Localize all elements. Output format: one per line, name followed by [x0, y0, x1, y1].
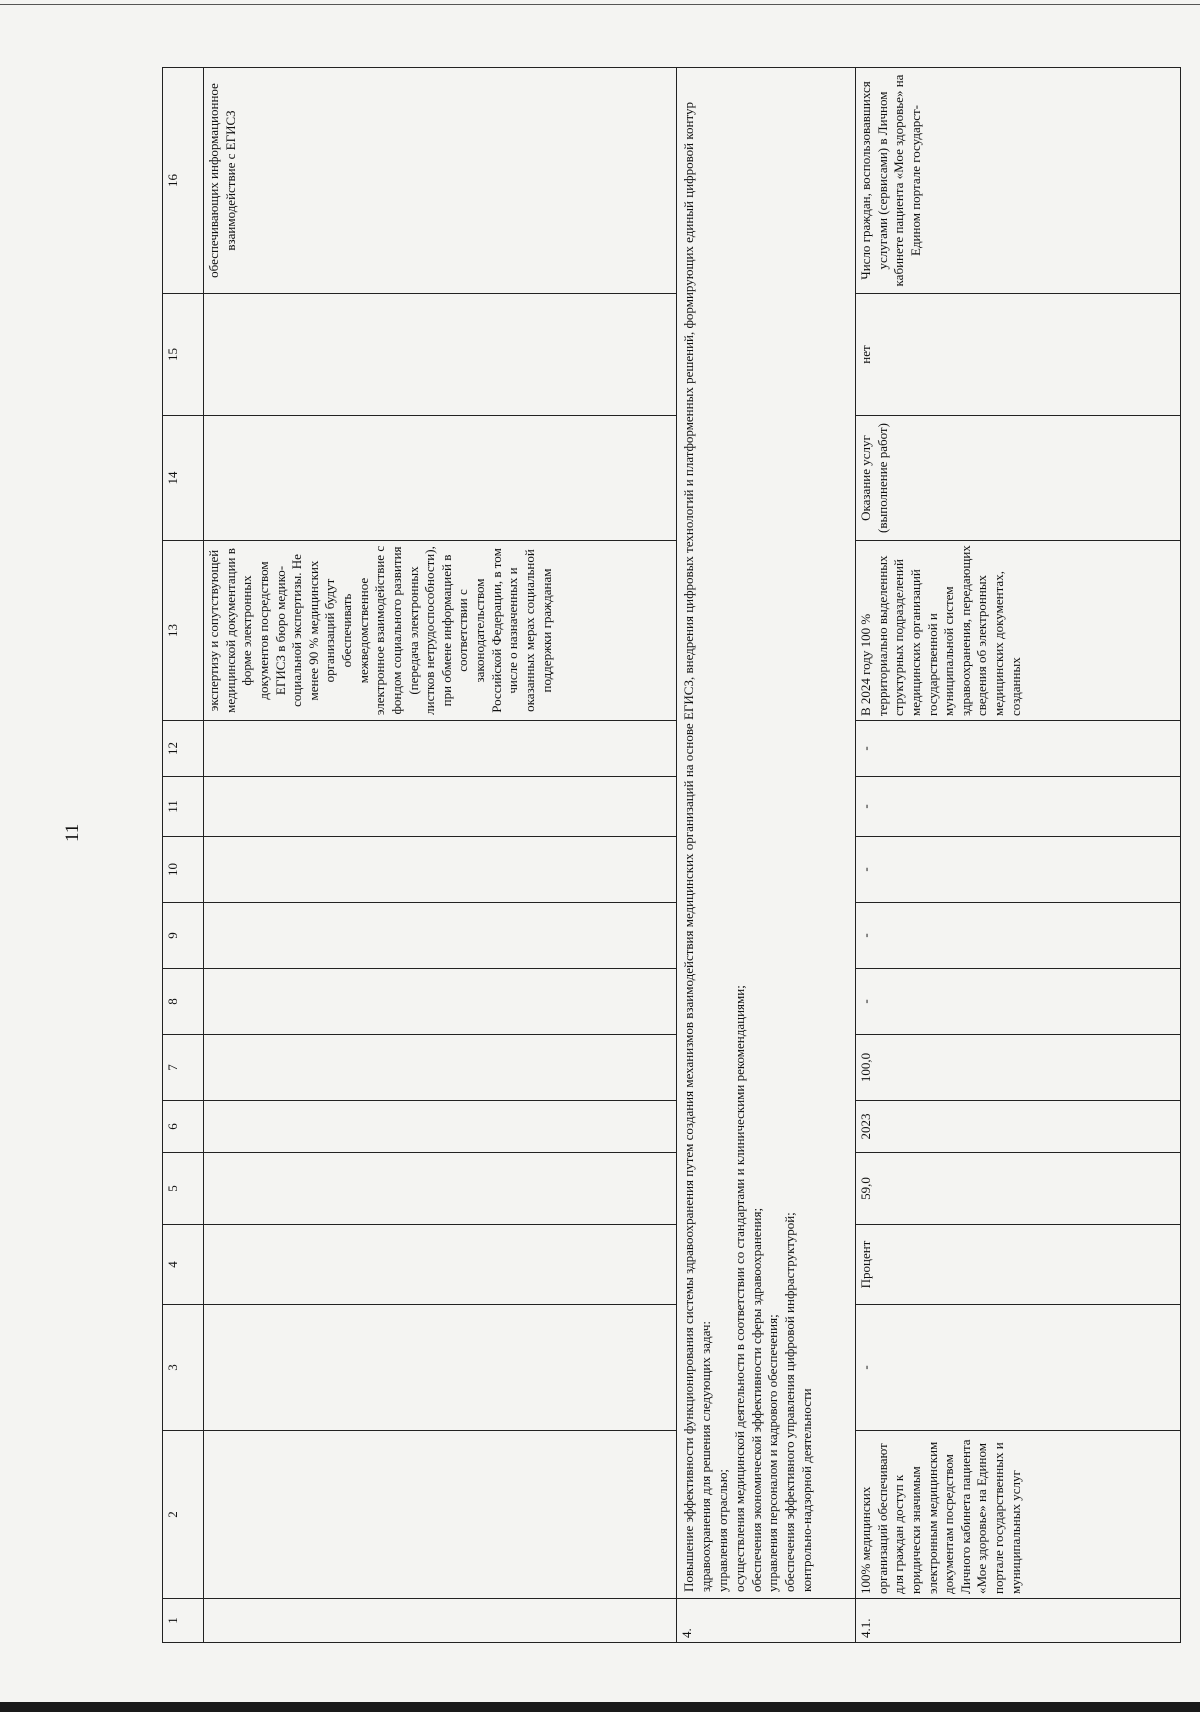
section-line: осуществления медицинской деятельности в соответствии со стандартами и клиническими рекомендациями;	[731, 985, 747, 1592]
indicator-description-cell: обеспечивающих информационное взаимодействие с ЕГИСЗ	[204, 68, 677, 294]
column-header: 2	[163, 1431, 204, 1599]
table-cell	[204, 294, 677, 416]
table-cell	[204, 1225, 677, 1305]
result-description-cell: В 2024 году 100 % территориально выделенных структурных подразделений медицинских организаций государственной и муниципальной систем здравоохранения, передающих сведения об электронных медицинских документах, созданных	[856, 541, 1181, 721]
result-description-cell: экспертизу и сопутствующей медицинской документации в форме электронных документов посредством ЕГИСЗ в бюро медико-социальной экспертизы. Не менее 90 % медицинских организаций будут обеспечивать межведомственное электронное взаимодействие с фондом социального развития (передача электронных листков нетрудоспособности), при обмене информацией в соответствии с законодательством Российской Федерации, в том числе о назначенных и оказанных мерах социальной поддержки гражданам	[204, 541, 677, 721]
target-value-cell: 100,0	[856, 1035, 1181, 1101]
section-line: обеспечения эффективного управления цифровой инфраструктурой;	[782, 1212, 798, 1592]
column-header: 5	[163, 1153, 204, 1225]
table-cell	[204, 1431, 677, 1599]
column-header: 4	[163, 1225, 204, 1305]
section-line: обеспечения экономической эффективности сферы здравоохранения;	[748, 1207, 764, 1592]
row-number: 4.1.	[856, 1599, 1181, 1643]
section-number: 4.	[677, 1599, 856, 1643]
table-cell	[204, 416, 677, 541]
table-cell: -	[856, 1305, 1181, 1431]
result-type-cell: Оказание услуг (выполнение работ)	[856, 416, 1181, 541]
section-line: контрольно-надзорной деятельности	[799, 1388, 815, 1592]
table-cell: -	[856, 969, 1181, 1035]
page-number: 11	[62, 823, 83, 842]
table-row-continued	[204, 68, 677, 1643]
section-row	[677, 68, 856, 1643]
section-line: управления персоналом и кадрового обеспечения;	[765, 1314, 781, 1592]
rotated-table-sheet	[162, 68, 1160, 1643]
section-line: управления отраслью;	[714, 1468, 730, 1592]
section-description	[677, 68, 856, 1599]
column-header: 6	[163, 1101, 204, 1153]
table-cell	[204, 1599, 677, 1643]
indicator-name-cell: 100% медицинских организаций обеспечивают для граждан доступ к юридически значимым электронным медицинским документам посредством Личного кабинета пациента «Мое здоровье» на Едином портале государственных и муниципальных услуг	[856, 1431, 1181, 1599]
table-cell	[204, 1153, 677, 1225]
indicators-table	[162, 67, 1181, 1643]
table-cell	[204, 777, 677, 837]
table-cell: -	[856, 837, 1181, 903]
indicator-description-cell: Число граждан, воспользовавшихся услугами (сервисами) в Личном кабинете пациента «Мое здоровье» на Едином портале государст-	[856, 68, 1181, 294]
column-header: 9	[163, 903, 204, 969]
base-value-cell: 59,0	[856, 1153, 1181, 1225]
column-header: 14	[163, 416, 204, 541]
unit-cell: Процент	[856, 1225, 1181, 1305]
table-row-4-1	[856, 68, 1181, 1643]
table-cell: -	[856, 903, 1181, 969]
table-cell: нет	[856, 294, 1181, 416]
table-cell: -	[856, 721, 1181, 777]
table-cell	[204, 1305, 677, 1431]
bottom-edge-rule	[0, 1702, 1200, 1712]
table-cell	[204, 903, 677, 969]
top-edge-rule	[0, 4, 1200, 5]
column-header: 12	[163, 721, 204, 777]
table-cell	[204, 837, 677, 903]
column-header: 1	[163, 1599, 204, 1643]
table-cell	[204, 721, 677, 777]
table-cell	[204, 1101, 677, 1153]
column-header: 8	[163, 969, 204, 1035]
column-header: 13	[163, 541, 204, 721]
column-header: 7	[163, 1035, 204, 1101]
table-cell: -	[856, 777, 1181, 837]
column-header: 11	[163, 777, 204, 837]
column-header: 10	[163, 837, 204, 903]
base-year-cell: 2023	[856, 1101, 1181, 1153]
table-cell	[204, 1035, 677, 1101]
section-line: Повышение эффективности функционирования системы здравоохранения путем создания механизмов взаимодействия медицинских организаций на основе ЕГИСЗ, внедрения цифровых технологий и платформенных решений, формирующих единый цифровой контур здравоохранения для решения следующих задач:	[681, 102, 713, 1592]
column-header: 3	[163, 1305, 204, 1431]
table-cell	[204, 969, 677, 1035]
column-number-row	[163, 68, 204, 1643]
column-header: 16	[163, 68, 204, 294]
column-header: 15	[163, 294, 204, 416]
